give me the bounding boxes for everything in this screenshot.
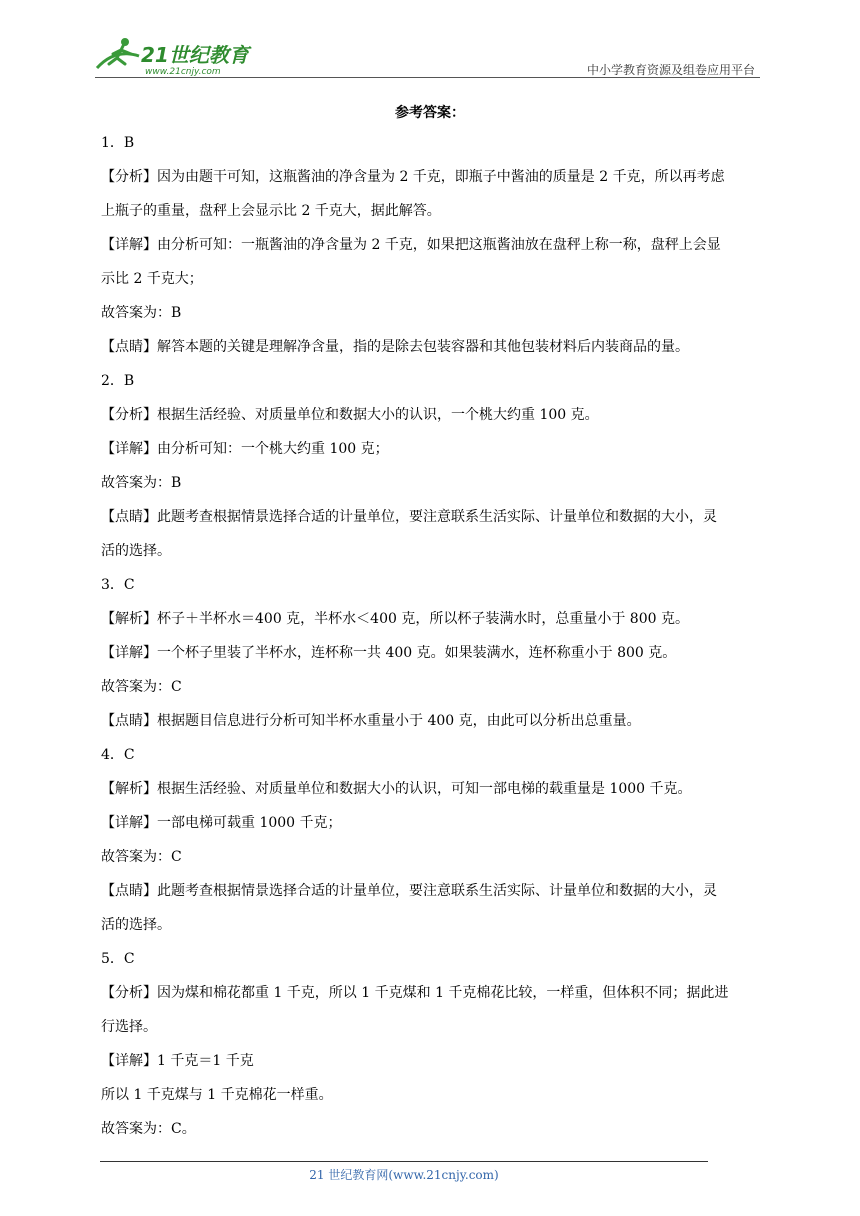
answer-item: [101, 364, 765, 568]
answer-line: 【详解】1 千克＝1 千克: [101, 1053, 254, 1069]
page-title: 参考答案：: [395, 105, 465, 121]
answer-line: 【解析】杯子＋半杯水＝400 克，半杯水＜400 克，所以杯子装满水时，总重量小于 800 克。: [101, 611, 689, 627]
logo-url: www.21cnjy.com: [145, 67, 221, 76]
answer-line: 【点睛】根据题目信息进行分析可知半杯水重量小于 400 克，由此可以分析出总重量。: [101, 713, 641, 729]
answer-number: 5．C: [101, 951, 135, 967]
answer-number: 3．C: [101, 577, 135, 593]
answer-content: [101, 126, 765, 1146]
logo-text: 21世纪教育: [141, 43, 249, 67]
answer-line: 【解析】根据生活经验、对质量单位和数据大小的认识，可知一部电梯的载重量是 1000 千克。: [101, 781, 692, 797]
answer-line: 示比 2 千克大；: [101, 271, 203, 287]
header-divider: [95, 77, 760, 78]
answer-line: 【分析】因为煤和棉花都重 1 千克，所以 1 千克煤和 1 千克棉花比较，一样重，但体积不同；据此进: [101, 985, 729, 1001]
answer-line: 【分析】根据生活经验、对质量单位和数据大小的认识，一个桃大约重 100 克。: [101, 407, 599, 423]
platform-name: 中小学教育资源及组卷应用平台: [586, 63, 755, 77]
answer-line: 活的选择。: [101, 917, 171, 933]
answer-line: 【详解】由分析可知：一瓶酱油的净含量为 2 千克，如果把这瓶酱油放在盘秤上称一称，盘秤上会显: [101, 237, 721, 253]
answer-line: 所以 1 千克煤与 1 千克棉花一样重。: [101, 1087, 333, 1103]
answer-line: 上瓶子的重量，盘秤上会显示比 2 千克大，据此解答。: [101, 203, 441, 219]
answer-line: 故答案为：C: [101, 679, 182, 695]
answer-line: 【详解】一个杯子里装了半杯水，连杯称一共 400 克。如果装满水，连杯称重小于 800 克。: [101, 645, 677, 661]
answer-line: 故答案为：B: [101, 475, 182, 491]
answer-line: 【点睛】此题考查根据情景选择合适的计量单位，要注意联系生活实际、计量单位和数据的大小，灵: [101, 509, 717, 525]
answer-line: 【详解】一部电梯可载重 1000 千克；: [101, 815, 342, 831]
answer-number: 1．B: [101, 135, 135, 151]
page-footer: 21 世纪教育网(www.21cnjy.com): [309, 1168, 499, 1182]
answer-item: [101, 942, 765, 1146]
answer-item: [101, 738, 765, 942]
answer-item: [101, 126, 765, 364]
page-header: [95, 30, 760, 80]
answer-line: 故答案为：C: [101, 849, 182, 865]
answer-line: 【点睛】此题考查根据情景选择合适的计量单位，要注意联系生活实际、计量单位和数据的大小，灵: [101, 883, 717, 899]
answer-line: 故答案为：C。: [101, 1121, 196, 1137]
answer-line: 故答案为：B: [101, 305, 182, 321]
answer-item: [101, 568, 765, 738]
answer-line: 行选择。: [101, 1019, 157, 1035]
answer-line: 【点睛】解答本题的关键是理解净含量，指的是除去包装容器和其他包装材料后内装商品的量。: [101, 339, 689, 355]
answer-line: 活的选择。: [101, 543, 171, 559]
site-logo: [95, 34, 260, 76]
answer-number: 2．B: [101, 373, 135, 389]
footer-divider: [100, 1161, 708, 1162]
answer-number: 4．C: [101, 747, 135, 763]
answer-line: 【分析】因为由题干可知，这瓶酱油的净含量为 2 千克，即瓶子中酱油的质量是 2 千克，所以再考虑: [101, 169, 725, 185]
answer-line: 【详解】由分析可知：一个桃大约重 100 克；: [101, 441, 389, 457]
